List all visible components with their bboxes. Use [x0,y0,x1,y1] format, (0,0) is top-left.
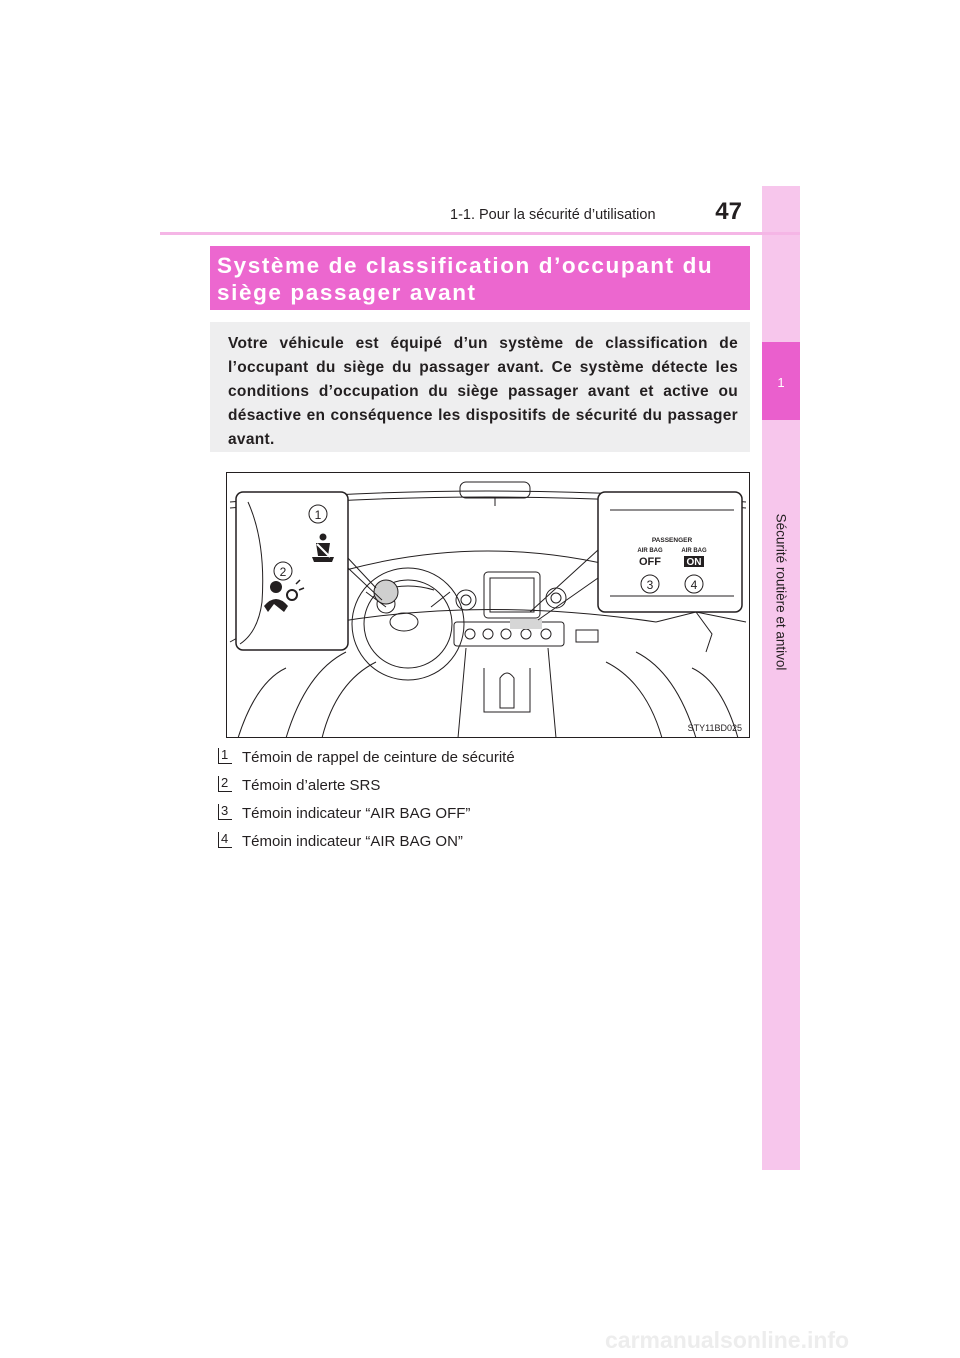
passenger-indicator-highlight [510,619,542,629]
legend-number: 2 [218,776,232,792]
page-number: 47 [715,198,742,225]
svg-text:2: 2 [279,565,287,579]
legend-item [218,748,718,776]
chapter-side-label: Sécurité routière et antivol [773,513,789,671]
header-rule [160,232,800,235]
watermark: carmanualsonline.info [605,1327,850,1353]
legend-item [218,804,718,832]
chapter-side-tab [762,186,800,1170]
legend-number: 1 [218,748,232,764]
legend-text: Témoin d’alerte SRS [242,777,381,794]
section-title-line2: siège passager avant [217,280,477,305]
dashboard-illustration [226,472,750,738]
svg-text:3: 3 [646,578,654,592]
intro-box [210,322,750,452]
figure-code: STY11BD025 [687,723,742,733]
svg-text:4: 4 [690,578,698,592]
legend-item [218,776,718,804]
callout-3 [641,575,659,593]
legend-number: 4 [218,832,232,848]
legend-list [218,748,718,860]
svg-text:AIR BAG: AIR BAG [681,548,707,554]
section-title-line1: Système de classification d’occupant du [217,253,714,278]
callout-4 [685,575,703,593]
svg-text:1: 1 [314,508,322,522]
legend-text: Témoin indicateur “AIR BAG ON” [242,833,463,850]
callout-2 [274,562,292,580]
header-section-title: 1-1. Pour la sécurité d’utilisation [450,207,656,223]
callout-1 [309,505,327,523]
legend-text: Témoin de rappel de ceinture de sécurité [242,749,515,766]
svg-text:PASSENGER: PASSENGER [651,537,693,544]
meter-indicator-highlight [374,580,398,604]
svg-text:AIR BAG: AIR BAG [637,548,663,554]
svg-text:OFF: OFF [639,556,661,568]
legend-number: 3 [218,804,232,820]
legend-item [218,832,718,860]
chapter-number: 1 [777,375,785,390]
intro-text: Votre véhicule est équipé d’un système de classification de l’occupant du siège du passager avant. Ce système détecte les conditions d’occupation du siège passager avant et active ou désactive en conséquence les dispositifs de sécurité du passager avant. [228,335,738,448]
legend-text: Témoin indicateur “AIR BAG OFF” [242,805,471,822]
section-title-box [210,246,750,310]
svg-text:ON: ON [686,557,702,568]
